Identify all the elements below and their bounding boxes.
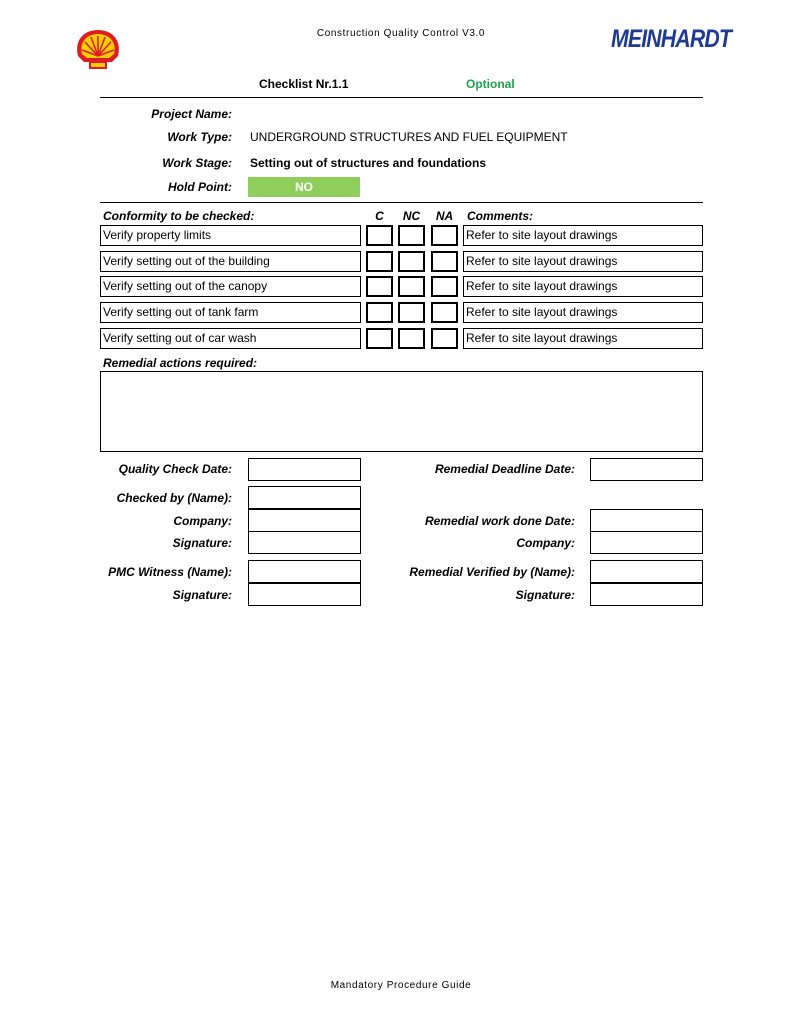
nonconform-checkbox[interactable]	[398, 251, 425, 272]
signature-right-label: Signature:	[515, 588, 575, 602]
signature-left-label: Signature:	[172, 536, 232, 550]
divider	[100, 202, 703, 203]
check-item: Verify property limits	[100, 225, 361, 246]
footer-text: Mandatory Procedure Guide	[330, 980, 472, 991]
checklist-number: Checklist Nr.1.1	[259, 77, 349, 91]
not-applicable-checkbox[interactable]	[431, 302, 458, 323]
conform-checkbox[interactable]	[366, 251, 393, 272]
not-applicable-checkbox[interactable]	[431, 251, 458, 272]
conform-checkbox[interactable]	[366, 225, 393, 246]
project-name-label: Project Name:	[151, 107, 232, 121]
conform-checkbox[interactable]	[366, 328, 393, 349]
c-header: C	[375, 209, 384, 223]
conformity-header: Conformity to be checked:	[103, 209, 255, 223]
work-stage-value: Setting out of structures and foundations	[250, 156, 486, 170]
remedial-verified-by-label: Remedial Verified by (Name):	[409, 565, 575, 579]
check-comment[interactable]: Refer to site layout drawings	[463, 251, 703, 272]
company-right-field[interactable]	[590, 531, 703, 554]
checked-by-label: Checked by (Name):	[116, 491, 232, 505]
checklist-status: Optional	[466, 77, 515, 91]
not-applicable-checkbox[interactable]	[431, 225, 458, 246]
check-item: Verify setting out of the canopy	[100, 276, 361, 297]
company-left-field[interactable]	[248, 509, 361, 532]
check-comment[interactable]: Refer to site layout drawings	[463, 276, 703, 297]
check-comment[interactable]: Refer to site layout drawings	[463, 302, 703, 323]
document-title: Construction Quality Control V3.0	[316, 28, 486, 39]
nc-header: NC	[402, 209, 421, 223]
svg-text:MEINHARDT: MEINHARDT	[611, 25, 735, 53]
company-right-label: Company:	[516, 536, 575, 550]
remedial-actions-field[interactable]	[100, 371, 703, 452]
quality-check-date-field[interactable]	[248, 458, 361, 481]
remedial-deadline-date-field[interactable]	[590, 458, 703, 481]
pmc-witness-field[interactable]	[248, 560, 361, 583]
nonconform-checkbox[interactable]	[398, 225, 425, 246]
divider	[100, 97, 703, 98]
signature-left-field[interactable]	[248, 531, 361, 554]
conform-checkbox[interactable]	[366, 302, 393, 323]
remedial-actions-text	[101, 372, 702, 378]
nonconform-checkbox[interactable]	[398, 302, 425, 323]
check-comment[interactable]: Refer to site layout drawings	[463, 225, 703, 246]
work-type-label: Work Type:	[167, 130, 232, 144]
meinhardt-logo-icon	[611, 24, 733, 52]
remedial-deadline-date-label: Remedial Deadline Date:	[434, 462, 575, 476]
pmc-witness-label: PMC Witness (Name):	[108, 565, 232, 579]
comments-header: Comments:	[467, 209, 534, 223]
remedial-actions-label: Remedial actions required:	[103, 356, 258, 370]
signature-pmc-label: Signature:	[172, 588, 232, 602]
remedial-work-done-date-label: Remedial work done Date:	[424, 514, 575, 528]
hold-point-label: Hold Point:	[168, 180, 232, 194]
signature-right-field[interactable]	[590, 583, 703, 606]
not-applicable-checkbox[interactable]	[431, 328, 458, 349]
checked-by-field[interactable]	[248, 486, 361, 509]
nonconform-checkbox[interactable]	[398, 276, 425, 297]
nonconform-checkbox[interactable]	[398, 328, 425, 349]
work-stage-label: Work Stage:	[162, 156, 232, 170]
check-item: Verify setting out of the building	[100, 251, 361, 272]
signature-pmc-field[interactable]	[248, 583, 361, 606]
not-applicable-checkbox[interactable]	[431, 276, 458, 297]
quality-check-date-label: Quality Check Date:	[118, 462, 232, 476]
remedial-verified-by-field[interactable]	[590, 560, 703, 583]
conform-checkbox[interactable]	[366, 276, 393, 297]
hold-point-value: NO	[248, 177, 360, 197]
company-left-label: Company:	[173, 514, 232, 528]
check-item: Verify setting out of tank farm	[100, 302, 361, 323]
check-comment[interactable]: Refer to site layout drawings	[463, 328, 703, 349]
remedial-work-done-date-field[interactable]	[590, 509, 703, 532]
na-header: NA	[435, 209, 454, 223]
work-type-value: UNDERGROUND STRUCTURES AND FUEL EQUIPMENT	[250, 130, 568, 144]
check-item: Verify setting out of car wash	[100, 328, 361, 349]
